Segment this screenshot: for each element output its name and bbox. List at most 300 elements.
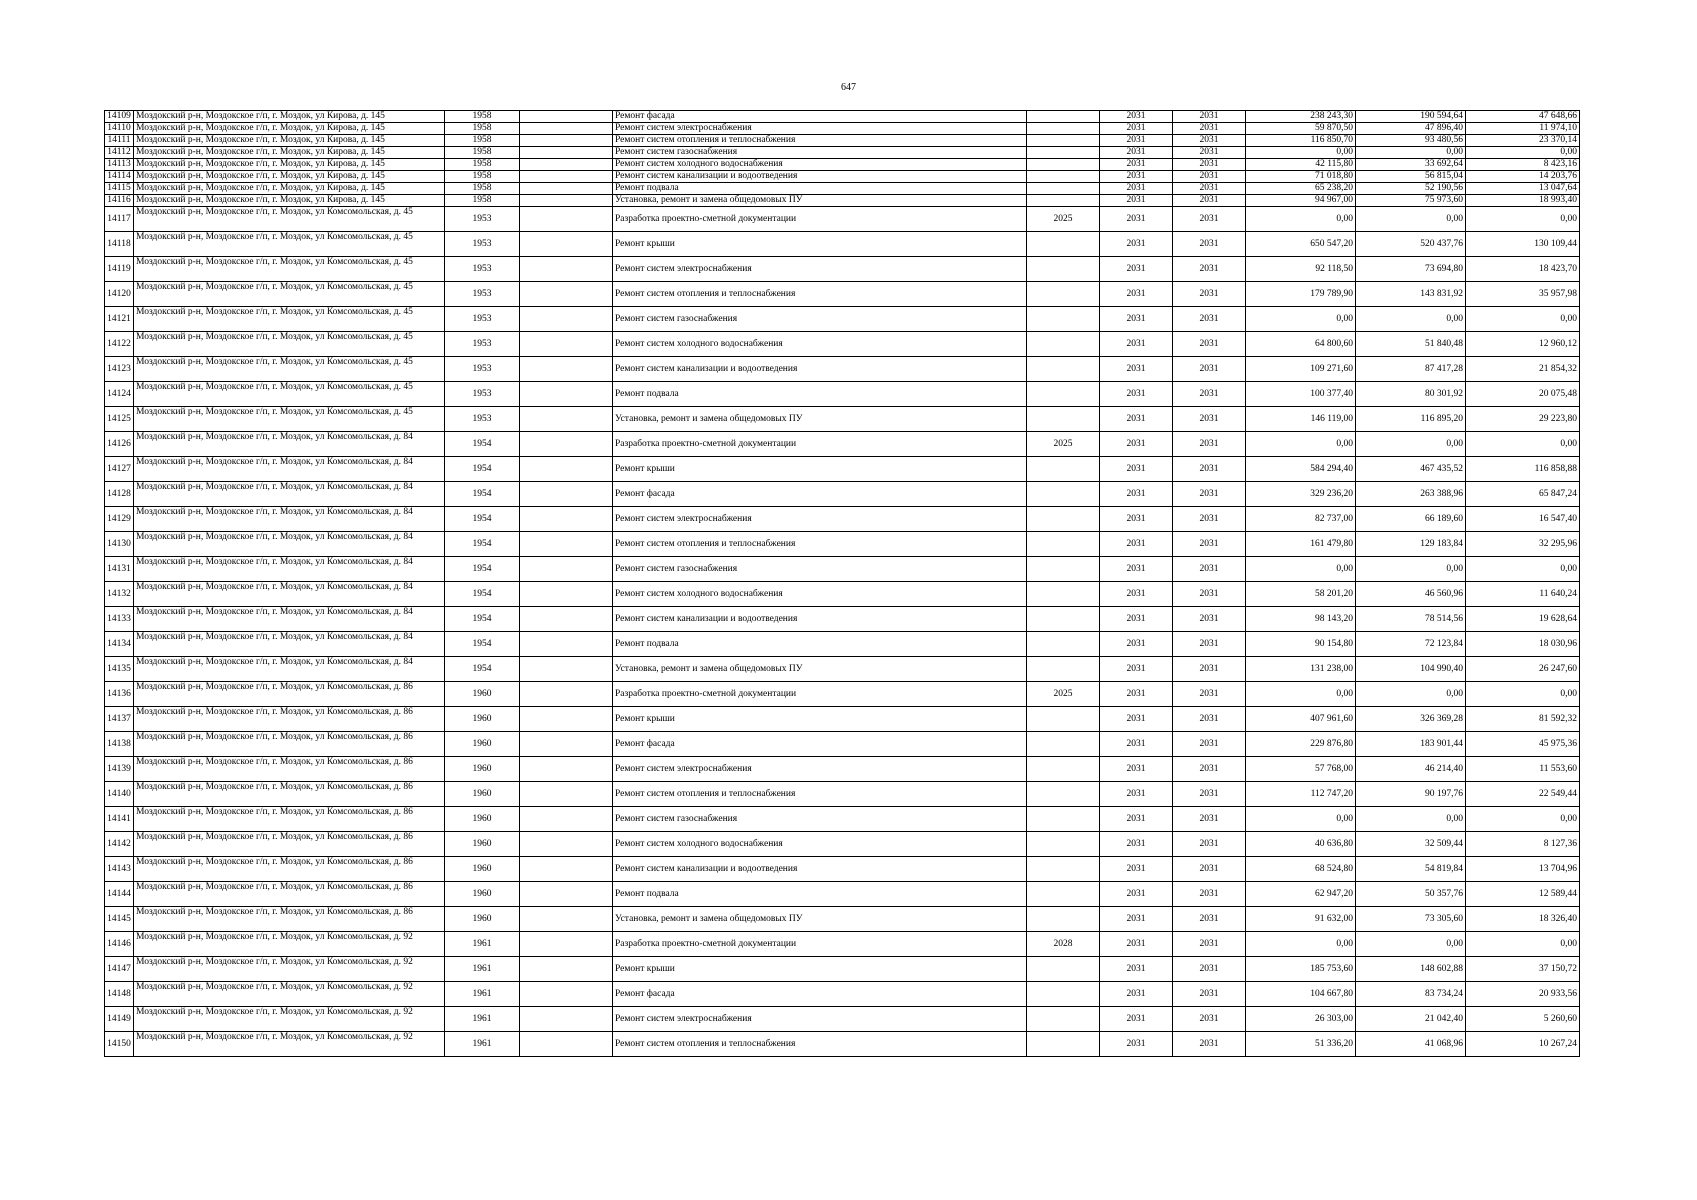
- table-row: [105, 1032, 1580, 1057]
- blank-cell: [520, 532, 613, 557]
- row-number: 14125: [105, 407, 134, 432]
- fund-cost: 83 734,24: [1356, 982, 1466, 1007]
- plan-year: [1027, 382, 1100, 407]
- fund-cost: 326 369,28: [1356, 707, 1466, 732]
- row-number: 14135: [105, 657, 134, 682]
- plan-year: [1027, 457, 1100, 482]
- work-type: Ремонт систем газоснабжения: [613, 807, 1027, 832]
- table-row: [105, 482, 1580, 507]
- build-year: 1954: [445, 607, 520, 632]
- owner-cost: 11 974,10: [1466, 123, 1580, 135]
- start-year: 2031: [1100, 982, 1173, 1007]
- end-year: 2031: [1173, 632, 1246, 657]
- owner-cost: 12 960,12: [1466, 332, 1580, 357]
- row-number: 14127: [105, 457, 134, 482]
- table-row: [105, 332, 1580, 357]
- address: Моздокский р-н, Моздокское г/п, г. Моздок, ул Комсомольская, д. 84: [134, 507, 445, 532]
- blank-cell: [520, 832, 613, 857]
- plan-year: [1027, 532, 1100, 557]
- owner-cost: 0,00: [1466, 432, 1580, 457]
- table-row: [105, 135, 1580, 147]
- table-row: [105, 382, 1580, 407]
- plan-year: [1027, 123, 1100, 135]
- total-cost: 0,00: [1246, 307, 1356, 332]
- owner-cost: 18 326,40: [1466, 907, 1580, 932]
- start-year: 2031: [1100, 207, 1173, 232]
- owner-cost: 81 592,32: [1466, 707, 1580, 732]
- start-year: 2031: [1100, 135, 1173, 147]
- page-number: 647: [841, 82, 856, 93]
- owner-cost: 16 547,40: [1466, 507, 1580, 532]
- row-number: 14121: [105, 307, 134, 332]
- end-year: 2031: [1173, 207, 1246, 232]
- fund-cost: 0,00: [1356, 147, 1466, 159]
- table-row: [105, 195, 1580, 207]
- table-row: [105, 632, 1580, 657]
- blank-cell: [520, 457, 613, 482]
- work-type: Разработка проектно-сметной документации: [613, 682, 1027, 707]
- total-cost: 161 479,80: [1246, 532, 1356, 557]
- fund-cost: 47 896,40: [1356, 123, 1466, 135]
- owner-cost: 65 847,24: [1466, 482, 1580, 507]
- work-type: Ремонт систем холодного водоснабжения: [613, 159, 1027, 171]
- end-year: 2031: [1173, 757, 1246, 782]
- total-cost: 112 747,20: [1246, 782, 1356, 807]
- plan-year: [1027, 657, 1100, 682]
- start-year: 2031: [1100, 682, 1173, 707]
- table-row: [105, 807, 1580, 832]
- address: Моздокский р-н, Моздокское г/п, г. Моздок, ул Комсомольская, д. 84: [134, 582, 445, 607]
- table-row: [105, 457, 1580, 482]
- total-cost: 90 154,80: [1246, 632, 1356, 657]
- address: Моздокский р-н, Моздокское г/п, г. Моздок, ул Кирова, д. 145: [134, 123, 445, 135]
- start-year: 2031: [1100, 307, 1173, 332]
- table-row: [105, 557, 1580, 582]
- blank-cell: [520, 407, 613, 432]
- start-year: 2031: [1100, 382, 1173, 407]
- table-row: [105, 407, 1580, 432]
- end-year: 2031: [1173, 195, 1246, 207]
- build-year: 1953: [445, 407, 520, 432]
- plan-year: [1027, 957, 1100, 982]
- address: Моздокский р-н, Моздокское г/п, г. Моздок, ул Комсомольская, д. 45: [134, 207, 445, 232]
- build-year: 1958: [445, 135, 520, 147]
- row-number: 14144: [105, 882, 134, 907]
- total-cost: 58 201,20: [1246, 582, 1356, 607]
- plan-year: [1027, 507, 1100, 532]
- build-year: 1954: [445, 532, 520, 557]
- fund-cost: 104 990,40: [1356, 657, 1466, 682]
- row-number: 14138: [105, 732, 134, 757]
- address: Моздокский р-н, Моздокское г/п, г. Моздок, ул Комсомольская, д. 84: [134, 457, 445, 482]
- fund-cost: 52 190,56: [1356, 183, 1466, 195]
- row-number: 14146: [105, 932, 134, 957]
- plan-year: [1027, 195, 1100, 207]
- total-cost: 109 271,60: [1246, 357, 1356, 382]
- end-year: 2031: [1173, 307, 1246, 332]
- row-number: 14120: [105, 282, 134, 307]
- work-type: Установка, ремонт и замена общедомовых ПУ: [613, 195, 1027, 207]
- blank-cell: [520, 232, 613, 257]
- fund-cost: 0,00: [1356, 682, 1466, 707]
- blank-cell: [520, 882, 613, 907]
- start-year: 2031: [1100, 632, 1173, 657]
- build-year: 1960: [445, 882, 520, 907]
- start-year: 2031: [1100, 907, 1173, 932]
- fund-cost: 0,00: [1356, 932, 1466, 957]
- work-type: Ремонт фасада: [613, 732, 1027, 757]
- total-cost: 0,00: [1246, 932, 1356, 957]
- table-row: [105, 207, 1580, 232]
- owner-cost: 20 933,56: [1466, 982, 1580, 1007]
- end-year: 2031: [1173, 932, 1246, 957]
- start-year: 2031: [1100, 507, 1173, 532]
- fund-cost: 190 594,64: [1356, 111, 1466, 123]
- work-type: Разработка проектно-сметной документации: [613, 932, 1027, 957]
- table-row: [105, 257, 1580, 282]
- owner-cost: 12 589,44: [1466, 882, 1580, 907]
- total-cost: 146 119,00: [1246, 407, 1356, 432]
- owner-cost: 11 553,60: [1466, 757, 1580, 782]
- work-type: Ремонт систем электроснабжения: [613, 507, 1027, 532]
- end-year: 2031: [1173, 159, 1246, 171]
- address: Моздокский р-н, Моздокское г/п, г. Моздок, ул Кирова, д. 145: [134, 183, 445, 195]
- address: Моздокский р-н, Моздокское г/п, г. Моздок, ул Комсомольская, д. 86: [134, 857, 445, 882]
- fund-cost: 80 301,92: [1356, 382, 1466, 407]
- start-year: 2031: [1100, 159, 1173, 171]
- work-type: Разработка проектно-сметной документации: [613, 432, 1027, 457]
- build-year: 1954: [445, 482, 520, 507]
- owner-cost: 47 648,66: [1466, 111, 1580, 123]
- total-cost: 179 789,90: [1246, 282, 1356, 307]
- fund-cost: 46 560,96: [1356, 582, 1466, 607]
- owner-cost: 18 030,96: [1466, 632, 1580, 657]
- start-year: 2031: [1100, 832, 1173, 857]
- address: Моздокский р-н, Моздокское г/п, г. Моздок, ул Комсомольская, д. 45: [134, 332, 445, 357]
- table-row: [105, 682, 1580, 707]
- row-number: 14137: [105, 707, 134, 732]
- blank-cell: [520, 732, 613, 757]
- owner-cost: 29 223,80: [1466, 407, 1580, 432]
- fund-cost: 50 357,76: [1356, 882, 1466, 907]
- fund-cost: 520 437,76: [1356, 232, 1466, 257]
- table-row: [105, 1007, 1580, 1032]
- address: Моздокский р-н, Моздокское г/п, г. Моздок, ул Комсомольская, д. 86: [134, 682, 445, 707]
- start-year: 2031: [1100, 757, 1173, 782]
- owner-cost: 37 150,72: [1466, 957, 1580, 982]
- blank-cell: [520, 282, 613, 307]
- end-year: 2031: [1173, 232, 1246, 257]
- total-cost: 0,00: [1246, 557, 1356, 582]
- blank-cell: [520, 332, 613, 357]
- start-year: 2031: [1100, 357, 1173, 382]
- row-number: 14115: [105, 183, 134, 195]
- address: Моздокский р-н, Моздокское г/п, г. Моздок, ул Комсомольская, д. 86: [134, 707, 445, 732]
- address: Моздокский р-н, Моздокское г/п, г. Моздок, ул Комсомольская, д. 84: [134, 557, 445, 582]
- plan-year: [1027, 982, 1100, 1007]
- end-year: 2031: [1173, 111, 1246, 123]
- address: Моздокский р-н, Моздокское г/п, г. Моздок, ул Комсомольская, д. 92: [134, 957, 445, 982]
- work-type: Ремонт систем электроснабжения: [613, 757, 1027, 782]
- end-year: 2031: [1173, 1007, 1246, 1032]
- total-cost: 94 967,00: [1246, 195, 1356, 207]
- plan-year: [1027, 632, 1100, 657]
- end-year: 2031: [1173, 135, 1246, 147]
- fund-cost: 183 901,44: [1356, 732, 1466, 757]
- total-cost: 64 800,60: [1246, 332, 1356, 357]
- fund-cost: 32 509,44: [1356, 832, 1466, 857]
- address: Моздокский р-н, Моздокское г/п, г. Моздок, ул Комсомольская, д. 84: [134, 632, 445, 657]
- fund-cost: 129 183,84: [1356, 532, 1466, 557]
- total-cost: 62 947,20: [1246, 882, 1356, 907]
- blank-cell: [520, 582, 613, 607]
- build-year: 1954: [445, 657, 520, 682]
- build-year: 1958: [445, 195, 520, 207]
- table-row: [105, 932, 1580, 957]
- fund-cost: 21 042,40: [1356, 1007, 1466, 1032]
- address: Моздокский р-н, Моздокское г/п, г. Моздок, ул Комсомольская, д. 86: [134, 757, 445, 782]
- plan-year: [1027, 232, 1100, 257]
- start-year: 2031: [1100, 582, 1173, 607]
- work-type: Ремонт систем канализации и водоотведения: [613, 607, 1027, 632]
- total-cost: 0,00: [1246, 147, 1356, 159]
- end-year: 2031: [1173, 532, 1246, 557]
- total-cost: 98 143,20: [1246, 607, 1356, 632]
- address: Моздокский р-н, Моздокское г/п, г. Моздок, ул Комсомольская, д. 45: [134, 257, 445, 282]
- blank-cell: [520, 257, 613, 282]
- work-type: Установка, ремонт и замена общедомовых ПУ: [613, 657, 1027, 682]
- work-type: Ремонт систем отопления и теплоснабжения: [613, 135, 1027, 147]
- blank-cell: [520, 857, 613, 882]
- row-number: 14123: [105, 357, 134, 382]
- build-year: 1953: [445, 307, 520, 332]
- row-number: 14119: [105, 257, 134, 282]
- blank-cell: [520, 307, 613, 332]
- build-year: 1960: [445, 707, 520, 732]
- fund-cost: 46 214,40: [1356, 757, 1466, 782]
- work-type: Ремонт систем холодного водоснабжения: [613, 832, 1027, 857]
- plan-year: 2025: [1027, 682, 1100, 707]
- work-type: Ремонт систем канализации и водоотведения: [613, 857, 1027, 882]
- plan-year: [1027, 111, 1100, 123]
- address: Моздокский р-н, Моздокское г/п, г. Моздок, ул Комсомольская, д. 84: [134, 657, 445, 682]
- fund-cost: 143 831,92: [1356, 282, 1466, 307]
- row-number: 14140: [105, 782, 134, 807]
- start-year: 2031: [1100, 332, 1173, 357]
- owner-cost: 130 109,44: [1466, 232, 1580, 257]
- total-cost: 185 753,60: [1246, 957, 1356, 982]
- owner-cost: 26 247,60: [1466, 657, 1580, 682]
- owner-cost: 0,00: [1466, 307, 1580, 332]
- row-number: 14150: [105, 1032, 134, 1057]
- start-year: 2031: [1100, 147, 1173, 159]
- build-year: 1953: [445, 207, 520, 232]
- build-year: 1960: [445, 907, 520, 932]
- start-year: 2031: [1100, 1032, 1173, 1057]
- total-cost: 229 876,80: [1246, 732, 1356, 757]
- row-number: 14118: [105, 232, 134, 257]
- build-year: 1953: [445, 282, 520, 307]
- total-cost: 116 850,70: [1246, 135, 1356, 147]
- work-type: Ремонт систем газоснабжения: [613, 557, 1027, 582]
- plan-year: [1027, 907, 1100, 932]
- blank-cell: [520, 682, 613, 707]
- owner-cost: 20 075,48: [1466, 382, 1580, 407]
- row-number: 14147: [105, 957, 134, 982]
- start-year: 2031: [1100, 482, 1173, 507]
- build-year: 1960: [445, 682, 520, 707]
- plan-year: [1027, 135, 1100, 147]
- blank-cell: [520, 957, 613, 982]
- end-year: 2031: [1173, 457, 1246, 482]
- build-year: 1953: [445, 232, 520, 257]
- owner-cost: 0,00: [1466, 557, 1580, 582]
- owner-cost: 11 640,24: [1466, 582, 1580, 607]
- total-cost: 42 115,80: [1246, 159, 1356, 171]
- blank-cell: [520, 1032, 613, 1057]
- address: Моздокский р-н, Моздокское г/п, г. Моздок, ул Комсомольская, д. 84: [134, 482, 445, 507]
- build-year: 1954: [445, 582, 520, 607]
- start-year: 2031: [1100, 957, 1173, 982]
- work-type: Ремонт фасада: [613, 982, 1027, 1007]
- table-row: [105, 882, 1580, 907]
- start-year: 2031: [1100, 432, 1173, 457]
- fund-cost: 0,00: [1356, 432, 1466, 457]
- fund-cost: 116 895,20: [1356, 407, 1466, 432]
- blank-cell: [520, 507, 613, 532]
- table-row: [105, 111, 1580, 123]
- start-year: 2031: [1100, 782, 1173, 807]
- table-row: [105, 532, 1580, 557]
- owner-cost: 0,00: [1466, 147, 1580, 159]
- end-year: 2031: [1173, 682, 1246, 707]
- plan-year: [1027, 171, 1100, 183]
- plan-year: [1027, 183, 1100, 195]
- blank-cell: [520, 907, 613, 932]
- total-cost: 238 243,30: [1246, 111, 1356, 123]
- plan-year: [1027, 282, 1100, 307]
- total-cost: 584 294,40: [1246, 457, 1356, 482]
- work-type: Ремонт систем отопления и теплоснабжения: [613, 532, 1027, 557]
- total-cost: 407 961,60: [1246, 707, 1356, 732]
- address: Моздокский р-н, Моздокское г/п, г. Моздок, ул Комсомольская, д. 45: [134, 232, 445, 257]
- row-number: 14131: [105, 557, 134, 582]
- build-year: 1958: [445, 183, 520, 195]
- end-year: 2031: [1173, 282, 1246, 307]
- address: Моздокский р-н, Моздокское г/п, г. Моздок, ул Комсомольская, д. 45: [134, 282, 445, 307]
- plan-year: [1027, 757, 1100, 782]
- plan-year: [1027, 882, 1100, 907]
- table-row: [105, 357, 1580, 382]
- owner-cost: 0,00: [1466, 207, 1580, 232]
- row-number: 14128: [105, 482, 134, 507]
- total-cost: 0,00: [1246, 807, 1356, 832]
- table-body: [105, 111, 1580, 1057]
- end-year: 2031: [1173, 507, 1246, 532]
- start-year: 2031: [1100, 232, 1173, 257]
- row-number: 14124: [105, 382, 134, 407]
- build-year: 1954: [445, 432, 520, 457]
- blank-cell: [520, 557, 613, 582]
- blank-cell: [520, 382, 613, 407]
- plan-year: [1027, 159, 1100, 171]
- start-year: 2031: [1100, 1007, 1173, 1032]
- table-row: [105, 582, 1580, 607]
- fund-cost: 66 189,60: [1356, 507, 1466, 532]
- build-year: 1953: [445, 382, 520, 407]
- table-row: [105, 732, 1580, 757]
- build-year: 1953: [445, 257, 520, 282]
- work-type: Ремонт систем холодного водоснабжения: [613, 582, 1027, 607]
- total-cost: 0,00: [1246, 682, 1356, 707]
- blank-cell: [520, 123, 613, 135]
- fund-cost: 467 435,52: [1356, 457, 1466, 482]
- row-number: 14143: [105, 857, 134, 882]
- end-year: 2031: [1173, 257, 1246, 282]
- blank-cell: [520, 1007, 613, 1032]
- row-number: 14149: [105, 1007, 134, 1032]
- address: Моздокский р-н, Моздокское г/п, г. Моздок, ул Комсомольская, д. 84: [134, 607, 445, 632]
- fund-cost: 56 815,04: [1356, 171, 1466, 183]
- total-cost: 82 737,00: [1246, 507, 1356, 532]
- start-year: 2031: [1100, 807, 1173, 832]
- blank-cell: [520, 607, 613, 632]
- owner-cost: 14 203,76: [1466, 171, 1580, 183]
- address: Моздокский р-н, Моздокское г/п, г. Моздок, ул Комсомольская, д. 84: [134, 432, 445, 457]
- address: Моздокский р-н, Моздокское г/п, г. Моздок, ул Кирова, д. 145: [134, 195, 445, 207]
- plan-year: [1027, 407, 1100, 432]
- address: Моздокский р-н, Моздокское г/п, г. Моздок, ул Кирова, д. 145: [134, 171, 445, 183]
- owner-cost: 116 858,88: [1466, 457, 1580, 482]
- end-year: 2031: [1173, 582, 1246, 607]
- address: Моздокский р-н, Моздокское г/п, г. Моздок, ул Комсомольская, д. 45: [134, 307, 445, 332]
- owner-cost: 13 704,96: [1466, 857, 1580, 882]
- end-year: 2031: [1173, 1032, 1246, 1057]
- address: Моздокский р-н, Моздокское г/п, г. Моздок, ул Комсомольская, д. 86: [134, 832, 445, 857]
- row-number: 14132: [105, 582, 134, 607]
- table-row: [105, 607, 1580, 632]
- address: Моздокский р-н, Моздокское г/п, г. Моздок, ул Комсомольская, д. 92: [134, 932, 445, 957]
- table-row: [105, 123, 1580, 135]
- blank-cell: [520, 657, 613, 682]
- address: Моздокский р-н, Моздокское г/п, г. Моздок, ул Комсомольская, д. 86: [134, 907, 445, 932]
- blank-cell: [520, 135, 613, 147]
- plan-year: [1027, 307, 1100, 332]
- fund-cost: 73 694,80: [1356, 257, 1466, 282]
- blank-cell: [520, 111, 613, 123]
- total-cost: 100 377,40: [1246, 382, 1356, 407]
- address: Моздокский р-н, Моздокское г/п, г. Моздок, ул Кирова, д. 145: [134, 111, 445, 123]
- blank-cell: [520, 207, 613, 232]
- start-year: 2031: [1100, 882, 1173, 907]
- end-year: 2031: [1173, 147, 1246, 159]
- row-number: 14117: [105, 207, 134, 232]
- build-year: 1961: [445, 1032, 520, 1057]
- start-year: 2031: [1100, 257, 1173, 282]
- work-type: Ремонт подвала: [613, 382, 1027, 407]
- table-row: [105, 171, 1580, 183]
- work-type: Ремонт систем электроснабжения: [613, 1007, 1027, 1032]
- blank-cell: [520, 757, 613, 782]
- work-type: Ремонт фасада: [613, 111, 1027, 123]
- fund-cost: 148 602,88: [1356, 957, 1466, 982]
- total-cost: 131 238,00: [1246, 657, 1356, 682]
- total-cost: 65 238,20: [1246, 183, 1356, 195]
- blank-cell: [520, 357, 613, 382]
- owner-cost: 8 423,16: [1466, 159, 1580, 171]
- start-year: 2031: [1100, 732, 1173, 757]
- row-number: 14142: [105, 832, 134, 857]
